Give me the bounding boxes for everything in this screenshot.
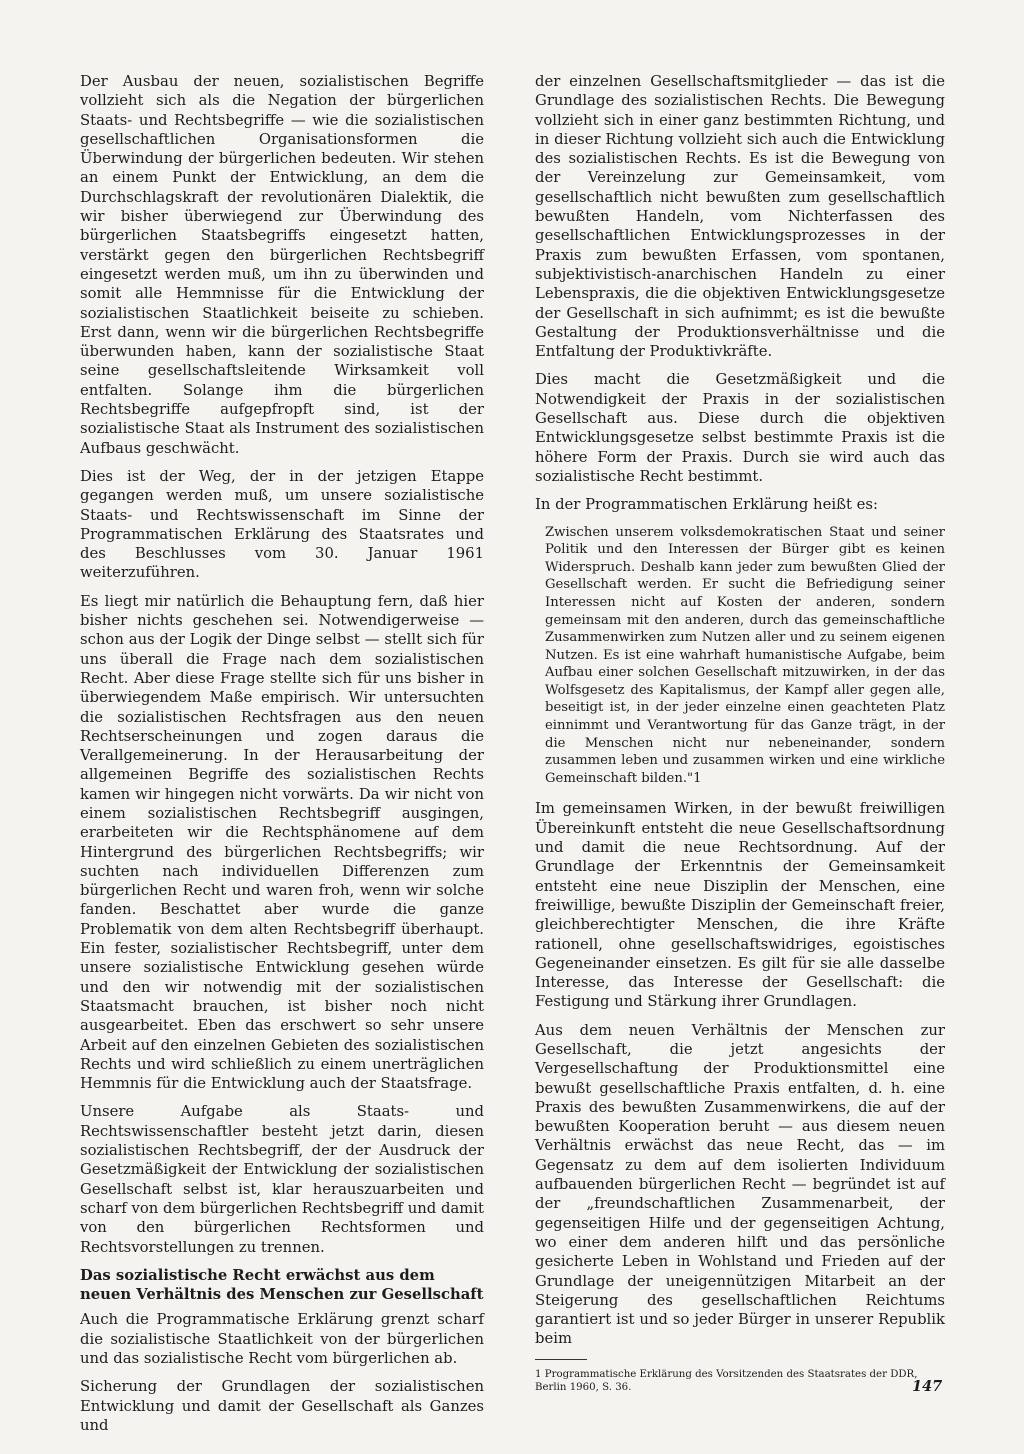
paragraph: Im gemeinsamen Wirken, in der bewußt freiwilligen Übereinkunft entsteht die neue Gesellschaftsordnung und damit die neue Rechtsordnung. Auf der Grundlage der Erkenntnis der Gemeinsamkeit entsteht eine neue Disziplin der Menschen, eine freiwillige, bewußte Disziplin der Gemeinschaft freier, gleichberechtigter Menschen, die ihre Kräfte rationell, ohne gesellschaftswidriges, egoistisches Gegeneinander einsetzen. Es gilt für sie alle dasselbe Interesse, das Interesse der Gesellschaft: die Festigung und Stärkung ihrer Grundlagen. xyxy=(535,800,945,1011)
right-column xyxy=(535,72,945,1395)
paragraph: Es liegt mir natürlich die Behauptung fern, daß hier bisher nichts geschehen sei. Notwendigerweise — schon aus der Logik der Dinge selbst — stellt sich für uns überall die Frage nach dem sozialistischen Recht. Aber diese Frage stellte sich für uns bisher in überwiegendem Maße empirisch. Wir untersuchten die sozialistischen Rechtsfragen aus den neuen Rechtserscheinungen und zogen daraus die Verallgemeinerung. In der Herausarbeitung der allgemeinen Begriffe des sozialistischen Rechts kamen wir hingegen nicht vorwärts. Da wir nicht von einem sozialistischen Rechtsbegriff ausgingen, erarbeiteten wir die Rechtsphänomene auf dem Hintergrund des bürgerlichen Rechtsbegriffs; wir suchten nach individuellen Differenzen zum bürgerlichen Recht und waren froh, wenn wir solche fanden. Beschattet aber wurde die ganze Problematik von dem alten Rechtsbegriff überhaupt. Ein fester, sozialistischer Rechtsbegriff, unter dem unsere sozialistische Entwicklung gesehen würde und den wir notwendig mit der sozialistischen Staatsmacht brauchen, ist bisher noch nicht ausgearbeitet. Eben das erschwert so sehr unsere Arbeit auf den einzelnen Gebieten des sozialistischen Rechts und wird schließlich zu einem unerträglichen Hemmnis für die Entwicklung auch der Staatsfrage. xyxy=(80,592,484,1093)
paragraph: Dies macht die Gesetzmäßigkeit und die Notwendigkeit der Praxis in der sozialistischen Gesellschaft aus. Diese durch die objektiven Entwicklungsgesetze selbst bestimmte Praxis ist die höhere Form der Praxis. Durch sie wird auch das sozialistische Recht bestimmt. xyxy=(535,371,945,485)
left-column xyxy=(80,72,484,1444)
footnote-divider xyxy=(535,1359,587,1360)
section-heading: Das sozialistische Recht erwächst aus dem neuen Verhältnis des Menschen zur Gesellschaft xyxy=(80,1266,484,1304)
paragraph: Dies ist der Weg, der in der jetzigen Etappe gegangen werden muß, um unsere sozialistische Staats- und Rechtswissenschaft im Sinne der Programmatischen Erklärung des Staatsrates und des Beschlusses vom 30. Januar 1961 weiterzuführen. xyxy=(80,467,484,582)
paragraph: Sicherung der Grundlagen der sozialistischen Entwicklung und damit der Gesellschaft als Ganzes und xyxy=(80,1378,484,1434)
page-number: 147 xyxy=(912,1378,943,1395)
paragraph: Auch die Programmatische Erklärung grenzt scharf die sozialistische Staatlichkeit von der bürgerlichen und das sozialistische Recht vom bürgerlichen ab. xyxy=(80,1311,484,1367)
paragraph: der einzelnen Gesellschaftsmitglieder — das ist die Grundlage des sozialistischen Rechts. Die Bewegung vollzieht sich in einer ganz bestimmten Richtung, und in dieser Richtung vollzieht sich auch die Entwicklung des sozialistischen Rechts. Es ist die Bewegung von der Vereinzelung zur Gemeinsamkeit, vom gesellschaftlich nicht bewußten zum gesellschaftlich bewußten Handeln, vom Nichterfassen des gesellschaftlichen Entwicklungsprozesses in der Praxis zum bewußten Erfassen, vom spontanen, subjektivistisch-anarchischen Handeln zu einer Lebenspraxis, die die objektiven Entwicklungsgesetze der Gesellschaft in sich aufnimmt; es ist die bewußte Gestaltung der Produktionsverhältnisse und die Entfaltung der Produktivkräfte. xyxy=(535,73,945,361)
paragraph: Aus dem neuen Verhältnis der Menschen zur Gesellschaft, die jetzt angesichts der Vergesellschaftung der Produktionsmittel eine bewußt gesellschaftliche Praxis entfalten, d. h. eine Praxis des bewußten Zusammenwirkens, die auf der bewußten Kooperation beruht — aus diesem neuen Verhältnis erwächst das neue Recht, das — im Gegensatz zu dem auf dem isolierten Individuum aufbauenden bürgerlichen Recht — begründet ist auf der „freundschaftlichen Zusammenarbeit, der gegenseitigen Hilfe und der gegenseitigen Achtung, wo einer dem anderen hilft und das persönliche gesicherte Leben in Wohlstand und Frieden auf der Grundlage der uneigennützigen Mitarbeit an der Steigerung des gesellschaftlichen Reichtums garantiert ist und so jeder Bürger in unserer Republik beim xyxy=(535,1021,945,1348)
block-quote: Zwischen unserem volksdemokratischen Staat und seiner Politik und den Interessen der Bürger gibt es keinen Widerspruch. Deshalb kann jeder zum bewußten Glied der Gesellschaft werden. Er sucht die Befriedigung seiner Interessen nicht auf Kosten der anderen, sondern gemeinsam mit den anderen, durch das gemeinschaftliche Zusammenwirken zum Nutzen aller und zu seinem eigenen Nutzen. Es ist eine wahrhaft humanistische Aufgabe, beim Aufbau einer solchen Gesellschaft mitzuwirken, in der das Wolfsgesetz des Kapitalismus, der Kampf aller gegen alle, beseitigt ist, in der jeder einzelne einen geachteten Platz einnimmt und Verantwortung für das Ganze trägt, in der die Menschen nicht nur nebeneinander, sondern zusammen leben und zusammen wirken und eine wirkliche Gemeinschaft bilden."1 xyxy=(545,524,945,786)
footnote: 1 Programmatische Erklärung des Vorsitzenden des Staatsrates der DDR, Berlin 1960, S. 36. xyxy=(535,1368,918,1394)
paragraph: In der Programmatischen Erklärung heißt es: xyxy=(535,496,878,514)
paragraph: Unsere Aufgabe als Staats- und Rechtswissenschaftler besteht jetzt darin, diesen sozialistischen Rechtsbegriff, der der Ausdruck der Gesetzmäßigkeit der Entwicklung der sozialistischen Gesellschaft selbst ist, klar herauszuarbeiten und scharf von dem bürgerlichen Rechtsbegriff und damit von den bürgerlichen Rechtsformen und Rechtsvorstellungen zu trennen. xyxy=(80,1103,484,1256)
paragraph: Der Ausbau der neuen, sozialistischen Begriffe vollzieht sich als die Negation der bürgerlichen Staats- und Rechtsbegriffe — wie die sozialistischen gesellschaftlichen Organisationsformen die Überwindung der bürgerlichen bedeuten. Wir stehen an einem Punkt der Entwicklung, an dem die Durchschlagskraft der revolutionären Dialektik, die wir bisher überwiegend zur Überwindung des bürgerlichen Staatsbegriffs eingesetzt hatten, verstärkt gegen den bürgerlichen Rechtsbegriff eingesetzt werden muß, um ihn zu überwinden und somit alle Hemmnisse für die Entwicklung der sozialistischen Staatlichkeit beiseite zu schieben. Erst dann, wenn wir die bürgerlichen Rechtsbegriffe überwunden haben, kann der sozialistische Staat seine gesellschaftsleitende Wirksamkeit voll entfalten. Solange ihm die bürgerlichen Rechtsbegriffe aufgepfropft sind, ist der sozialistische Staat als Instrument des sozialistischen Aufbaus geschwächt. xyxy=(80,73,484,457)
